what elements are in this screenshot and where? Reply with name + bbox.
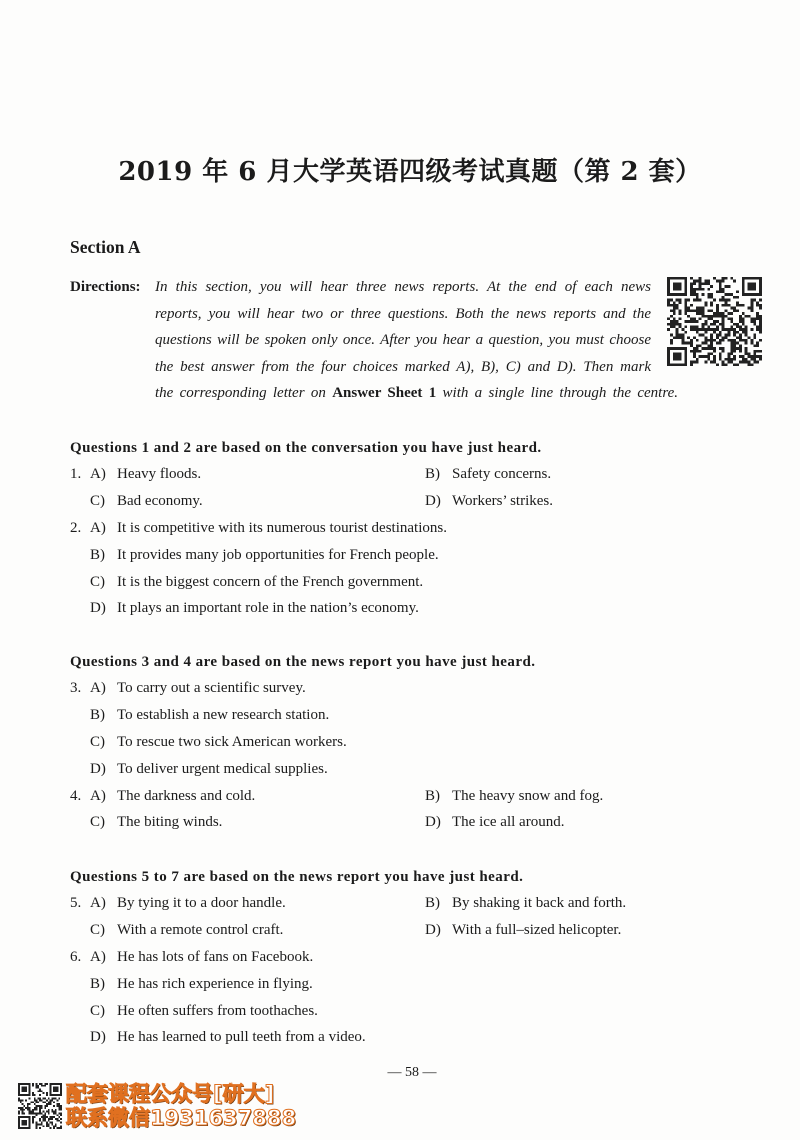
page-number: — 58 — bbox=[387, 1065, 437, 1080]
option-label: B) bbox=[90, 546, 105, 563]
answer-option-a bbox=[90, 675, 306, 702]
option-label: D) bbox=[90, 600, 106, 617]
option-text: The heavy snow and fog. bbox=[452, 787, 604, 804]
question-row bbox=[70, 675, 760, 702]
option-text: He often suffers from toothaches. bbox=[117, 1002, 318, 1019]
option-text: The biting winds. bbox=[117, 814, 223, 831]
question-row bbox=[70, 917, 760, 944]
option-label: B) bbox=[90, 975, 105, 992]
question-number: 3. bbox=[70, 680, 82, 697]
question-row bbox=[70, 890, 760, 917]
question-number: 1. bbox=[70, 466, 82, 483]
answer-option-a bbox=[90, 890, 286, 917]
answer-sheet-reference: Answer Sheet 1 bbox=[332, 385, 437, 401]
directions-line: reports, you will hear two or three questions. Both the news reports and the bbox=[155, 305, 651, 322]
option-text: It provides many job opportunities for French people. bbox=[117, 546, 439, 563]
option-text: The ice all around. bbox=[452, 814, 565, 831]
option-label: B) bbox=[425, 895, 440, 912]
answer-option-a bbox=[90, 783, 255, 810]
option-label: B) bbox=[90, 707, 105, 724]
question-row bbox=[70, 944, 760, 971]
option-text: To carry out a scientific survey. bbox=[117, 680, 306, 697]
question-group bbox=[70, 864, 760, 1052]
option-text: It plays an important role in the nation’s economy. bbox=[117, 600, 419, 617]
option-label: A) bbox=[90, 680, 106, 697]
answer-option-b bbox=[425, 783, 603, 810]
option-text: To establish a new research station. bbox=[117, 707, 330, 724]
qr-code bbox=[667, 277, 762, 366]
watermark-text bbox=[66, 1082, 296, 1130]
directions-text-segment: the corresponding letter on bbox=[155, 385, 333, 401]
question-row bbox=[70, 729, 760, 756]
question-row bbox=[70, 998, 760, 1025]
question-row bbox=[70, 783, 760, 810]
question-row bbox=[70, 542, 760, 569]
question-row bbox=[70, 569, 760, 596]
question-row bbox=[70, 971, 760, 998]
answer-option-d bbox=[425, 809, 564, 836]
answer-option-b bbox=[425, 461, 551, 488]
option-text: To rescue two sick American workers. bbox=[117, 733, 347, 750]
answer-option-a bbox=[90, 515, 447, 542]
watermark-line: 联系微信1931637888 bbox=[66, 1106, 297, 1130]
question-group bbox=[70, 649, 760, 837]
question-group-header: Questions 1 and 2 are based on the conversation you have just heard. bbox=[70, 439, 542, 456]
watermark-qr-code bbox=[18, 1083, 62, 1129]
option-text: The darkness and cold. bbox=[117, 787, 256, 804]
option-text: Workers’ strikes. bbox=[452, 493, 553, 510]
directions-text-segment: with a single line through the centre. bbox=[436, 385, 679, 401]
answer-option-c bbox=[90, 917, 283, 944]
option-label: A) bbox=[90, 787, 106, 804]
question-number: 5. bbox=[70, 895, 82, 912]
option-label: B) bbox=[425, 466, 440, 483]
question-row bbox=[70, 702, 760, 729]
option-text: With a full–sized helicopter. bbox=[452, 922, 622, 939]
answer-option-d bbox=[90, 595, 419, 622]
option-label: B) bbox=[425, 787, 440, 804]
directions-label: Directions: bbox=[70, 279, 141, 295]
question-group bbox=[70, 435, 760, 623]
option-text: Heavy floods. bbox=[117, 466, 202, 483]
question-row bbox=[70, 461, 760, 488]
answer-option-b bbox=[90, 702, 329, 729]
option-label: D) bbox=[425, 493, 441, 510]
option-label: A) bbox=[90, 895, 106, 912]
question-group-header: Questions 3 and 4 are based on the news report you have just heard. bbox=[70, 653, 536, 670]
directions-text bbox=[155, 274, 678, 407]
qr-modules bbox=[667, 277, 762, 366]
question-row bbox=[70, 515, 760, 542]
option-text: With a remote control craft. bbox=[117, 922, 284, 939]
answer-option-c bbox=[90, 488, 203, 515]
answer-option-d bbox=[425, 488, 553, 515]
exam-title: 2019 年 6 月大学英语四级考试真题（第 2 套） bbox=[118, 157, 702, 187]
question-row bbox=[70, 488, 760, 515]
option-text: To deliver urgent medical supplies. bbox=[117, 760, 328, 777]
question-row bbox=[70, 756, 760, 783]
option-text: Bad economy. bbox=[117, 493, 203, 510]
answer-option-c bbox=[90, 729, 347, 756]
option-text: It is competitive with its numerous tourist destinations. bbox=[117, 519, 447, 536]
qr-modules bbox=[18, 1083, 62, 1129]
question-number: 4. bbox=[70, 787, 82, 804]
answer-option-d bbox=[425, 917, 621, 944]
question-row bbox=[70, 809, 760, 836]
answer-option-c bbox=[90, 809, 222, 836]
question-number: 2. bbox=[70, 519, 82, 536]
answer-option-d bbox=[90, 756, 328, 783]
directions-line bbox=[155, 380, 678, 407]
answer-option-c bbox=[90, 569, 423, 596]
option-text: By tying it to a door handle. bbox=[117, 895, 286, 912]
option-label: A) bbox=[90, 519, 106, 536]
answer-option-b bbox=[425, 890, 626, 917]
option-label: D) bbox=[425, 922, 441, 939]
question-row bbox=[70, 1024, 760, 1051]
option-text: Safety concerns. bbox=[452, 466, 552, 483]
directions-line: the best answer from the four choices marked A), B), C) and D). Then mark bbox=[155, 358, 651, 375]
option-label: C) bbox=[90, 814, 105, 831]
answer-option-b bbox=[90, 971, 313, 998]
answer-option-a bbox=[90, 944, 313, 971]
option-label: A) bbox=[90, 948, 106, 965]
option-text: He has learned to pull teeth from a video. bbox=[117, 1029, 366, 1046]
option-label: C) bbox=[90, 733, 105, 750]
option-label: A) bbox=[90, 466, 106, 483]
section-heading: Section A bbox=[70, 237, 141, 257]
answer-option-c bbox=[90, 998, 318, 1025]
answer-option-b bbox=[90, 542, 439, 569]
directions-line: In this section, you will hear three news reports. At the end of each news bbox=[155, 279, 651, 295]
option-text: He has lots of fans on Facebook. bbox=[117, 948, 314, 965]
directions-line: questions will be spoken only once. After you hear a question, you must choose bbox=[155, 332, 651, 348]
option-label: C) bbox=[90, 1002, 105, 1019]
option-label: D) bbox=[90, 760, 106, 777]
option-label: C) bbox=[90, 493, 105, 510]
watermark-line: 配套课程公众号[研大] bbox=[66, 1082, 275, 1106]
option-label: D) bbox=[425, 814, 441, 831]
question-number: 6. bbox=[70, 948, 82, 965]
option-text: By shaking it back and forth. bbox=[452, 895, 627, 912]
answer-option-a bbox=[90, 461, 201, 488]
option-label: C) bbox=[90, 922, 105, 939]
option-text: He has rich experience in flying. bbox=[117, 975, 313, 992]
option-label: D) bbox=[90, 1029, 106, 1046]
question-row bbox=[70, 595, 760, 622]
option-label: C) bbox=[90, 573, 105, 590]
option-text: It is the biggest concern of the French government. bbox=[117, 573, 424, 590]
answer-option-d bbox=[90, 1024, 366, 1051]
question-group-header: Questions 5 to 7 are based on the news report you have just heard. bbox=[70, 868, 524, 885]
